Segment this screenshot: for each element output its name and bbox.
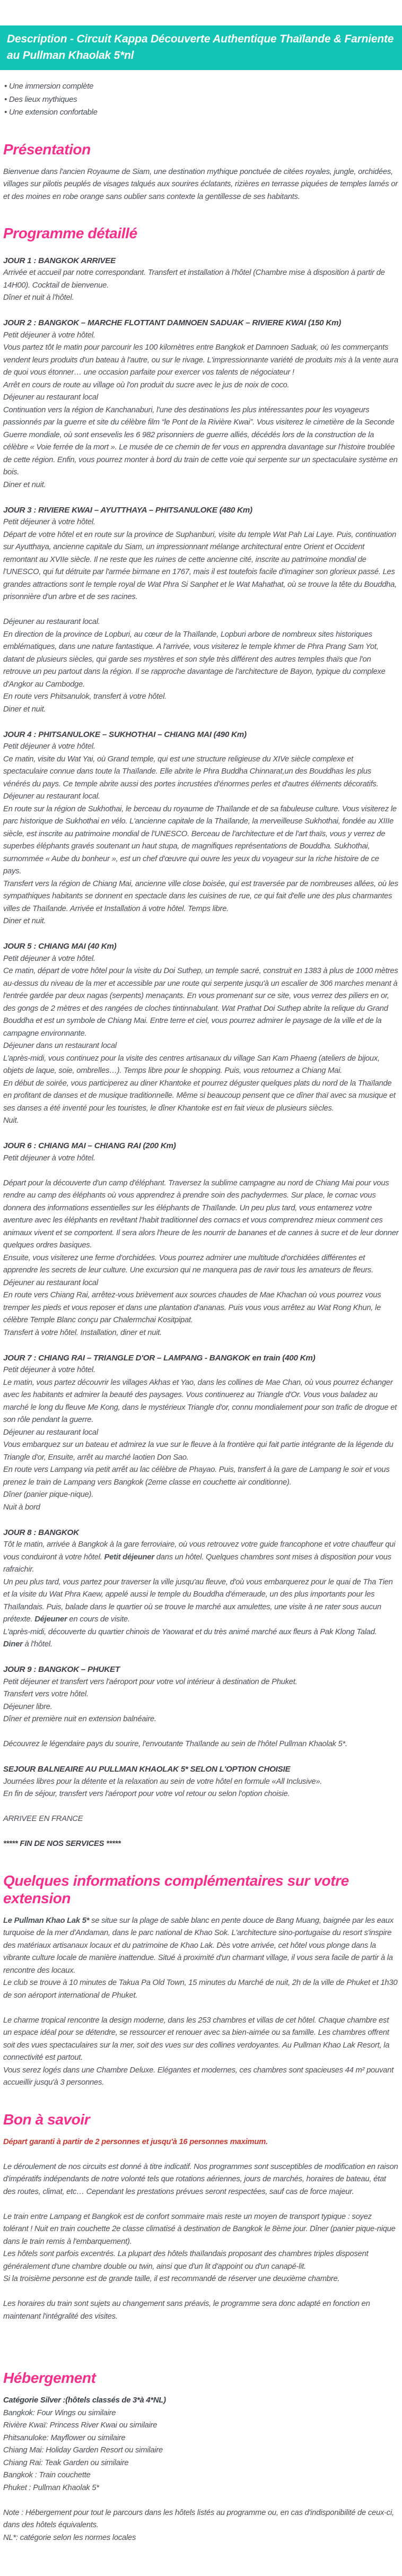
paragraph: Phitsanuloke: Mayflower ou similaire — [3, 2433, 126, 2442]
spacer — [3, 2323, 399, 2336]
day-heading: JOUR 5 : CHIANG MAI (40 Km) — [3, 942, 117, 951]
paragraph: Diner et nuit. — [3, 705, 46, 714]
paragraph: Dîner (panier pique-nique). — [3, 1490, 94, 1499]
paragraph: Ensuite, vous visiterez une ferme d'orchidées. Vous pourrez admirer une multitude d'orchidées différentes et apprendre les secrets de leur culture. Une excursion qui ne manquera pas de ravir tous les amateurs de fleurs. — [3, 1253, 373, 1274]
paragraph: Bangkok : Train couchette — [3, 2471, 91, 2479]
highlight-item: • Une immersion complète — [4, 80, 398, 93]
paragraph: Continuation vers la région de Kanchanaburi, l'une des destinations les plus intéressantes pour les voyageurs passionnés par la guerre et site du célèbre film “le Pont de la Rivière Kwai”. Vous visiterez le cimetière de la Seconde Guerre mondiale, où sont ensevelis les 6 982 prisonniers de guerre alliés, décédés lors de la construction de la célèbre « Voie ferrée de la mort ». Le musée de ce chemin de fer vous en apprendra davantage sur l'histoire troublée de cette région. Enfin, vous pourrez monter à bord du train de cette voie qui serpente sur un spectaculaire système en bois. — [3, 405, 398, 476]
paragraph: Journées libres pour la détente et la relaxation au sein de votre hôtel en formule «All Inclusive». — [3, 1777, 322, 1786]
section-heading: Hébergement — [3, 2370, 96, 2386]
paragraph: En route vers Phitsanulok, transfert à votre hôtel. — [3, 692, 167, 701]
paragraph: Vous serez logés dans une Chambre Deluxe. Elégantes et modernes, ces chambres sont spacieuses 44 m² pouvant accueillir jusqu'à 3 personnes. — [3, 2066, 394, 2087]
paragraph: L'après-midi, découverte du quartier chinois de Yaowarat et du très animé marché aux fleurs à Pak Klong Talad. — [3, 1627, 377, 1636]
paragraph: Ce matin, visite du Wat Yai, où Grand temple, qui est une structure religieuse du XIVe siècle complexe et spectaculaire connue dans toute la Thaïlande. Elle abrite le Phra Buddha Chinnarat,un des Bouddhas les plus vénérés du pays. Ce temple abrite aussi des portes incrustées d'énormes perles et d'autres éléments décoratifs. — [3, 754, 379, 788]
paragraph: Déjeuner au restaurant local — [3, 1428, 98, 1437]
paragraph: Les horaires du train sont sujets au changement sans préavis, le programme sera donc adapté en fonction en maintenant l'intégralité des visites. — [3, 2300, 370, 2321]
highlight-item: • Des lieux mythiques — [4, 93, 398, 107]
highlight-item: • Une extension confortable — [4, 106, 398, 119]
paragraph: Les hôtels sont parfois excentrés. La plupart des hôtels thaïlandais proposant des chambres triples disposent généralement d'une chambre double ou twin, ainsi que d'un lit d'appoint ou d'un canapé-lit. — [3, 2250, 369, 2271]
spacer — [3, 2198, 399, 2211]
section-heading: Programme détaillé — [3, 225, 137, 241]
spacer — [3, 1801, 399, 1814]
paragraph: Transfert à votre hôtel. Installation, diner et nuit. — [3, 1328, 162, 1337]
day-heading: JOUR 4 : PHITSANULOKE – SUKHOTHAI – CHIANG MAI (490 Km) — [3, 730, 247, 739]
paragraph: Le club se trouve à 10 minutes de Takua Pa Old Town, 15 minutes du Marché de nuit, 2h de la ville de Phuket et 1h30 de son aéroport international de Phuket. — [3, 1979, 398, 2000]
paragraph: Diner à l'hôtel. — [3, 1640, 53, 1649]
paragraph: Vous partez tôt le matin pour parcourir les 100 kilomètres entre Bangkok et Damnoen Saduak, où les commerçants vendent leurs produits d'un bateau à l'autre, ou sur le rivage. L'impressionnante variété de produits mis à la vente aura de quoi vous étonner… une occasion parfaite pour exercer vos talents de négociateur ! — [3, 343, 398, 377]
paragraph: Découvrez le légendaire pays du sourire, l'envoutante Thaïlande au sein de l'hôtel Pullman Khaolak 5*. — [3, 1740, 347, 1748]
paragraph: En fin de séjour, transfert vers l'aéroport pour votre vol retour ou selon l'option choisie. — [3, 1790, 290, 1798]
paragraph: Le matin, vous partez découvrir les villages Akhas et Yao, dans les collines de Mae Chan, où vous pourrez échanger avec les habitants et admirer la beauté des paysages. Vous continuerez au Triangle d'Or. Vous vous baladez au marché le long du fleuve Me Kong, dans le mystérieux Triangle d'or, connu mondialement pour son trafic de drogue et son rôle pendant la guerre. — [3, 1378, 397, 1424]
paragraph: Bangkok: Four Wings ou similaire — [3, 2408, 116, 2417]
paragraph: Le charme tropical rencontre la design moderne, dans les 253 chambres et villas de cet hôtel. Chaque chambre est un espace idéal pour se détendre, se ressourcer et renouer avec sa bien-aimée ou sa famille. Les chambres offrent soit des vues spectaculaires sur la mer, soit des vues sur des collines verdoyantes. Au Pullman Khao Lak Resort, la connectivité est partout. — [3, 2016, 390, 2062]
day-heading: JOUR 9 : BANGKOK – PHUKET — [3, 1665, 120, 1674]
day-heading: JOUR 6 : CHIANG MAI – CHIANG RAI (200 Km) — [3, 1141, 176, 1150]
paragraph: L'après-midi, vous continuez pour la visite des centres artisanaux du village San Kam Phaeng (ateliers de bijoux, objets de laque, soie, ombrelles…). Temps libre pour le shopping. Puis, vous retournez a Chiang Mai. — [3, 1054, 380, 1075]
spacer — [3, 2002, 399, 2015]
paragraph: Le Pullman Khao Lak 5* se situe sur la plage de sable blanc en pente douce de Bang Muang, baignée par les eaux turquoise de la mer d'Andaman, dans le parc national de Khao Sok. L'architecture sino-portugaise du resort s'inspire des matériaux artisanaux locaux et du patrimoine de Khao Lak. Dès votre arrivée, cet hôtel vous plonge dans la vibrante culture locale de manière inattendue. Situé à proximité d'un charmant village, il vous sera facile de partir à la rencontre des locaux. — [3, 1916, 394, 1975]
paragraph: Vous embarquez sur un bateau et admirez la vue sur le fleuve à la frontière qui fait partie intégrante de la légende du Triangle d'or, Ensuite, arrêt au marché laotien Don Sao. — [3, 1441, 394, 1462]
paragraph: Un peu plus tard, vous partez pour traverser la ville jusqu'au fleuve, d'où vous embarquerez pour le quai de Tha Tien et la visite du Wat Phra Kaew, appelé aussi le temple du Bouddha d'émeraude, un des plus importants pour les Thaïlandais. Puis, balade dans le quartier où se trouve le marché aux amulettes, une visite à ne rater sous aucun prétexte. Déjeuner en cours de visite. — [3, 1577, 393, 1624]
paragraph: Diner et nuit. — [3, 917, 46, 925]
paragraph: Phuket : Pullman Khaolak 5* — [3, 2483, 99, 2492]
section-heading: Présentation — [3, 141, 91, 158]
paragraph: Déjeuner au restaurant local. — [3, 792, 100, 801]
paragraph: Déjeuner libre. — [3, 1702, 53, 1711]
paragraph: ARRIVEE EN FRANCE — [3, 1815, 83, 1823]
paragraph: NL*: catégorie selon les normes locales — [3, 2533, 136, 2542]
paragraph: Transfert vers la région de Chiang Mai, ancienne ville close boisée, qui est traversée par de nombreuses allées, où les sympathiques habitants se donnent en spectacle dans les cuisines de rue, ce qui fait d'elle une des plus charmantes villes de Thaïlande. Arrivée et Installation à votre hôtel. Temps libre. — [3, 879, 398, 913]
paragraph: Tôt le matin, arrivée à Bangkok à la gare ferroviaire, où vous retrouvez votre guide francophone et votre chauffeur qui vous conduiront à votre hôtel. Petit déjeuner dans un hôtel. Quelques chambres sont mises à disposition pour vous rafraichir. — [3, 1540, 396, 1574]
paragraph: Déjeuner au restaurant local — [3, 1278, 98, 1287]
spacer — [3, 2336, 399, 2348]
paragraph: Ce matin, départ de votre hôtel pour la visite du Doi Suthep, un temple sacré, construit en 1383 à plus de 1000 mètres au-dessus du niveau de la mer et accessible par une route qui serpente jusqu'à un escalier de 306 marches menant à l'entrée gardée par deux nagas (serpents) menaçants. En vous promenant sur ce site, vous verrez des piliers en or, des gongs de 2 mètres et des rangées de cloches tintinnabulant. Wat Prathat Doi Suthep abrite la relique du Grand Bouddha et est un symbole de Chiang Mai. Entre terre et ciel, vous pourrez admirer le paysage de la ville et de la campagne environnante. — [3, 967, 398, 1038]
paragraph: Transfert vers votre hôtel. — [3, 1690, 89, 1698]
day-heading: JOUR 7 : CHIANG RAI – TRIANGLE D'OR – LAMPANG - BANGKOK en train (400 Km) — [3, 1353, 316, 1363]
paragraph: Arrivée et accueil par notre correspondant. Transfert et installation à l'hôtel (Chambre mise à disposition à partir de 14H00). Cocktail de bienvenue. — [3, 268, 385, 290]
highlights-list — [0, 80, 402, 119]
paragraph-bold: Catégorie Silver :(hôtels classés de 3*à 4*NL) — [3, 2396, 166, 2405]
paragraph-bold: ***** FIN DE NOS SERVICES ***** — [3, 1840, 121, 1848]
paragraph: Petit déjeuner et transfert vers l'aéroport pour votre vol intérieur à destination de Phuket. — [3, 1677, 298, 1686]
paragraph: Petit déjeuner à votre hôtel. — [3, 954, 95, 963]
day-heading: JOUR 2 : BANGKOK – MARCHE FLOTTANT DAMNOEN SADUAK – RIVIERE KWAI (150 Km) — [3, 318, 342, 327]
paragraph-alert: Départ garanti à partir de 2 personnes et jusqu'à 16 personnes maximum. — [3, 2137, 268, 2146]
page-title: Description - Circuit Kappa Découverte Authentique Thaïlande & Farniente au Pullman Khaolak 5*nl — [7, 33, 394, 62]
paragraph: Départ de votre hôtel et en route sur la province de Suphanburi, visite du temple Wat Pah Lai Laye. Puis, continuation sur Ayutthaya, ancienne capitale du Siam, un impressionnant mélange architectural entre Orient et Occident remontant au XVIIe siècle. Il ne reste que les ruines de cette ancienne cité, inscrite au patrimoine mondial de l'UNESCO, qui fut détruite par l'armée birmane en 1767, mais il est toutefois facile d'imaginer son glorieux passé. Les grandes attractions sont le temple royal de Wat Phra Si Sanphet et le Wat Mahathat, où se trouve la tête du Bouddha, prisonnière d'un arbre et de ses racines. — [3, 530, 397, 601]
spacer — [3, 2286, 399, 2299]
section-heading: Quelques informations complémentaires sur votre extension — [3, 1872, 349, 1906]
day-heading: JOUR 1 : BANGKOK ARRIVEE — [3, 256, 116, 265]
paragraph: Bienvenue dans l'ancien Royaume de Siam, une destination mythique ponctuée de citées royales, jungle, orchidées, villages sur pilotis peuplés de visages talqués aux sourires éclatants, rizières en terrasse piquées de temples lamés or et des moines en robe orange sans oublier sans contexte la gentillesse de ses habitants. — [3, 167, 398, 201]
spacer — [3, 1726, 399, 1739]
spacer — [3, 604, 399, 617]
paragraph: Déjeuner dans un restaurant local — [3, 1042, 117, 1050]
paragraph: Petit déjeuner à votre hôtel. — [3, 742, 95, 751]
spacer — [3, 2148, 399, 2161]
paragraph: Petit déjeuner à votre hôtel. — [3, 518, 95, 526]
paragraph: Nuit à bord — [3, 1503, 40, 1512]
paragraph: Rivière Kwaï: Princess River Kwai ou similaire — [3, 2421, 158, 2430]
paragraph: En route sur la région de Sukhothai, le berceau du royaume de Thaïlande et de sa fabuleuse culture. Vous visiterez le parc historique de Sukhothai en vélo. L'ancienne capitale de la Thaïlande, la merveilleuse Sukhothai, fondée au XIIIe siècle, est inscrite au patrimoine mondial de l'UNESCO. Berceau de l'architecture et de l'art thaïs, vous y verrez de superbes éléphants gravés soutenant un haut stupa, de magnifiques représentations de Bouddha. Sukhothai, surnommée « Aube du bonheur », est un chef d'œuvre qui ouvre les yeux du voyageur sur la riche histoire de ce pays. — [3, 804, 397, 875]
paragraph: Déjeuner au restaurant local — [3, 393, 98, 402]
paragraph: Le déroulement de nos circuits est donné à titre indicatif. Nos programmes sont susceptibles de modification en raison d'impératifs indépendants de notre volonté tels que rotations aériennes, jours de marchés, horaires de bateau, état des routes, climat, etc… Cependant les prestations prévues seront respectées, sauf cas de force majeur. — [3, 2162, 398, 2196]
paragraph: Chiang Rai: Teak Garden ou similaire — [3, 2458, 129, 2467]
paragraph: En route vers Chiang Rai, arrêtez-vous brièvement aux sources chaudes de Mae Khachan où vous pourrez vous tremper les pieds et vous reposer et dans une plantation d'ananas. Puis vous vous arrêtez au Wat Rong Khun, le célèbre Temple Blanc conçu par Chalermchai Kositpipat. — [3, 1291, 381, 1324]
section-heading: Bon à savoir — [3, 2111, 90, 2128]
paragraph: Petit déjeuner à votre hôtel. — [3, 1153, 95, 1163]
day-heading: JOUR 3 : RIVIERE KWAI – AYUTTHAYA – PHITSANULOKE (480 Km) — [3, 505, 252, 515]
paragraph: Petit déjeuner à votre hôtel. — [3, 331, 95, 340]
paragraph: Note : Hébergement pour tout le parcours dans les hôtels listés au programme ou, en cas d'indisponibilité de ceux-ci, dans des hôtels équivalents. — [3, 2508, 394, 2529]
spacer — [3, 1165, 399, 1177]
paragraph: Arrêt en cours de route au village où l'on produit du sucre avec le jus de noix de coco. — [3, 380, 290, 389]
paragraph: Diner et nuit. — [3, 480, 46, 489]
day-heading: SEJOUR BALNEAIRE AU PULLMAN KHAOLAK 5* SELON L'OPTION CHOISIE — [3, 1765, 291, 1774]
paragraph: Déjeuner au restaurant local. — [3, 618, 100, 626]
paragraph: En direction de la province de Lopburi, au cœur de la Thaïlande, Lopburi arbore de nombreux sites historiques emblématiques, dans une nature fantastique. A l'arrivée, vous visiterez le temple khmer de Phra Prang Sam Yot, datant de plusieurs siècles, qui garde ses mystères et son style très différent des autres temples thaïs que l'on retrouve un peu partout dans la région. Il se rapproche davantage de l'architecture de Bayon, typique du complexe d'Angkor au Cambodge. — [3, 630, 386, 689]
paragraph: Dîner et première nuit en extension balnéaire. — [3, 1715, 156, 1723]
spacer — [3, 1826, 399, 1838]
day-heading: JOUR 8 : BANGKOK — [3, 1528, 79, 1537]
paragraph: Si la troisième personne est de grande taille, il est recommandé de réserver une deuxième chambre. — [3, 2275, 340, 2283]
spacer — [3, 2494, 399, 2507]
title-banner — [0, 25, 402, 70]
paragraph: Nuit. — [3, 1116, 19, 1125]
paragraph: Le train entre Lampang et Bangkok est de confort sommaire mais reste un moyen de transport typique : soyez tolérant ! Nuit en train couchette 2e classe climatisé à destination de Bangkok le 8ème jour. Dîner (panier pique-nique dans le train remis à l'embarquement). — [3, 2212, 396, 2246]
paragraph: Dîner et nuit à l'hôtel. — [3, 293, 74, 302]
content — [0, 141, 402, 2545]
paragraph: En début de soirée, vous participerez au diner Khantoke et pourrez déguster quelques plats du nord de la Thaïlande en profitant de danses et de musique traditionnelle. Même si beaucoup pensent que ce dîner thaï avec sa musique et ses danses a été inventé pour les touristes, le dîner Khantoke est en fait vieux de plusieurs siècles. — [3, 1079, 396, 1113]
paragraph: Départ pour la découverte d'un camp d'éléphant. Traversez la sublime campagne au nord de Chiang Mai pour vous rendre au camp des éléphants où vous apprendrez à prendre soin des pachydermes. Sur place, le cornac vous donnera des informations essentielles sur les éléphants de Thaïlande. Un peu plus tard, vous entamerez votre aventure avec les éléphants en revêtant l'habit traditionnel des cornacs et vous comprendrez mieux comment ces animaux vivent et se comportent. Il sera alors l'heure de les nourrir de bananes et de cannes à sucre et de leur donner quelques ordres basiques. — [3, 1178, 399, 1250]
paragraph: Petit déjeuner à votre hôtel. — [3, 1366, 95, 1374]
paragraph: En route vers Lampang via petit arrêt au lac célèbre de Phayao. Puis, transfert à la gare de Lampang le soir et vous prenez le train de Lampang vers Bangkok (2eme classe en couchette air conditionne). — [3, 1465, 390, 1487]
paragraph: Chiang Mai: Holiday Garden Resort ou similaire — [3, 2446, 163, 2454]
